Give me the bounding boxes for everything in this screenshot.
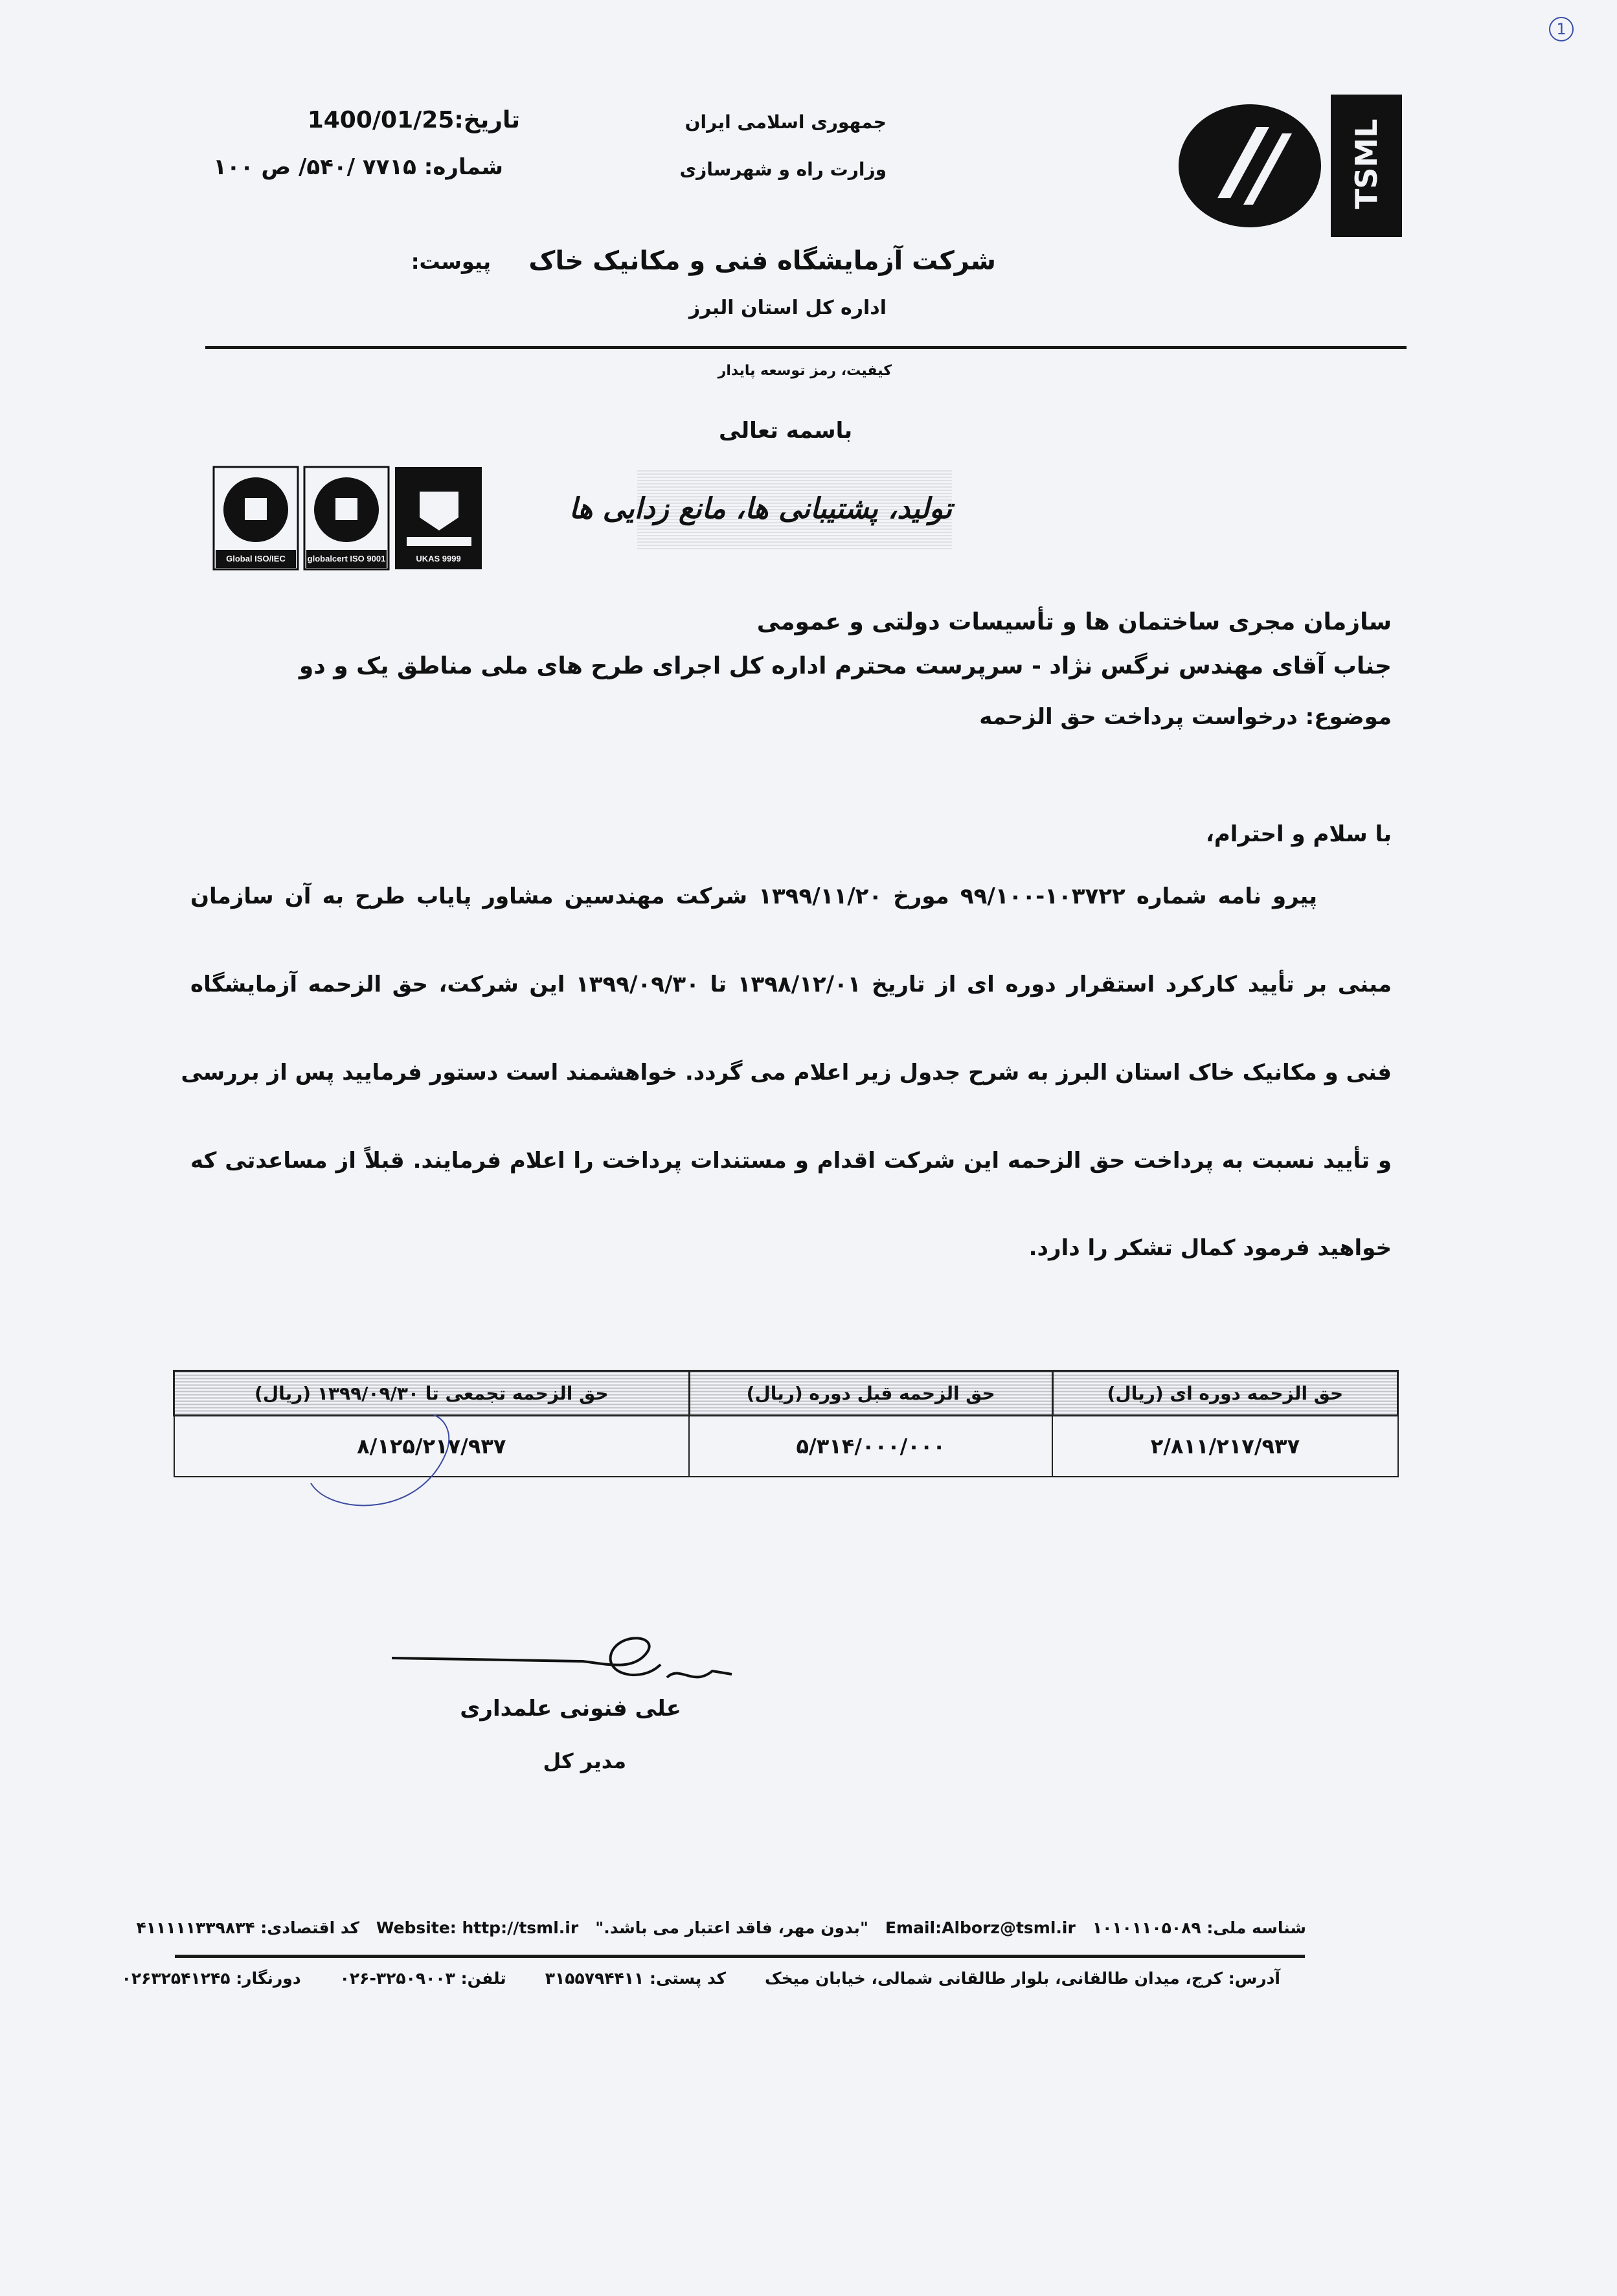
table-cell: ۲/۸۱۱/۲۱۷/۹۳۷ [1052, 1416, 1397, 1477]
address: آدرس: کرج، میدان طالقانی، بلوار طالقانی شمالی، خیابان میخک [765, 1969, 1280, 1988]
table-header-cell: حق الزحمه تجمعی تا ۱۳۹۹/۰۹/۳۰ (ریال) [174, 1371, 690, 1416]
table-cell: ۵/۳۱۴/۰۰۰/۰۰۰ [689, 1416, 1052, 1477]
phone: تلفن: ۳۲۵۰۹۰۰۳-۰۲۶ [339, 1969, 506, 1988]
attachment-label: پیوست: [411, 249, 491, 274]
footer-address-line [122, 1969, 1280, 1988]
table-header-row [174, 1371, 1398, 1416]
header-divider [205, 346, 1407, 349]
slogan: کیفیت، رمز توسعه پایدار [718, 363, 892, 379]
certification-logos [212, 466, 483, 571]
ministry-name: وزارت راه و شهرسازی [679, 159, 887, 180]
calligraphy-slogan: تولید، پشتیبانی ها، مانع زدایی ها [637, 469, 952, 549]
recipient-person: جناب آقای مهندس نرگس نژاد - سرپرست محترم اداره کل اجرای طرح های ملی مناطق یک و دو [299, 653, 1392, 679]
letter-date: تاریخ:1400/01/25 [307, 107, 520, 133]
footer-website[interactable]: Website: http://tsml.ir [376, 1918, 579, 1937]
page-number: 1 [1549, 17, 1574, 41]
body-line: خواهید فرمود کمال تشکر را دارد. [1028, 1235, 1392, 1261]
stamp-note: "بدون مهر، فاقد اعتبار می باشد." [595, 1918, 868, 1937]
signatory-name: علی فنونی علمداری [460, 1696, 681, 1722]
footer-email[interactable]: Email:Alborz@tsml.ir [885, 1918, 1076, 1937]
body-line: مبنی بر تأیید کارکرد استقرار دوره ای از تاریخ ۱۳۹۸/۱۲/۰۱ تا ۱۳۹۹/۰۹/۳۰ این شرکت، حق الزحمه آزمایشگاه [190, 972, 1392, 997]
letter-number: شماره: ۷۷۱۵ /۵۴۰/ ص ۱۰۰ [213, 154, 503, 180]
footer-divider [175, 1955, 1305, 1958]
country-name: جمهوری اسلامی ایران [684, 111, 887, 133]
national-id: شناسه ملی: ۱۰۱۰۱۱۰۵۰۸۹ [1092, 1918, 1306, 1937]
certification-label: Global ISO/IEC [226, 554, 286, 563]
greeting: با سلام و احترام، [1205, 821, 1392, 847]
body-line: پیرو نامه شماره ۱۰۳۷۲۲-۹۹/۱۰۰ مورخ ۱۳۹۹/۱۱/۲۰ شرکت مهندسین مشاور پایاب طرح به آن سازمان [190, 883, 1317, 909]
certification-label: UKAS 9999 [416, 554, 461, 563]
table-header-cell: حق الزحمه قبل دوره (ریال) [689, 1371, 1052, 1416]
signatory-title: مدیر کل [543, 1749, 626, 1773]
body-line: و تأیید نسبت به پرداخت حق الزحمه این شرکت اقدام و مستندات پرداخت را اعلام فرمایند. قبلاً از مساعدتی که [190, 1148, 1392, 1174]
office-name: اداره کل استان البرز [688, 297, 887, 319]
pen-mark-icon [304, 1412, 460, 1522]
body-line: فنی و مکانیک خاک استان البرز به شرح جدول زیر اعلام می گردد. خواهشمند است دستور فرمایید پس از بررسی [181, 1060, 1392, 1085]
fax: دورنگار: ۰۲۶۳۲۵۴۱۲۴۵ [121, 1969, 301, 1988]
letter-subject: موضوع: درخواست پرداخت حق الزحمه [979, 704, 1392, 730]
table-cell: ۸/۱۲۵/۲۱۷/۹۳۷ [174, 1416, 690, 1477]
tsml-logo [1172, 88, 1405, 244]
recipient-organization: سازمان مجری ساختمان ها و تأسیسات دولتی و عمومی [756, 609, 1392, 635]
company-name: شرکت آزمایشگاه فنی و مکانیک خاک [528, 246, 996, 276]
tsml-logo-text: TSML [1349, 119, 1384, 209]
certification-label: globalcert ISO 9001 [307, 554, 386, 563]
bismillah: باسمه تعالی [719, 418, 853, 444]
postal-code: کد پستی: ۳۱۵۵۷۹۴۴۱۱ [545, 1969, 727, 1988]
economic-code: کد اقتصادی: ۴۱۱۱۱۱۳۳۹۸۳۴ [136, 1918, 359, 1937]
footer-info-line [136, 1918, 1306, 1937]
table-header-cell: حق الزحمه دوره ای (ریال) [1052, 1371, 1397, 1416]
